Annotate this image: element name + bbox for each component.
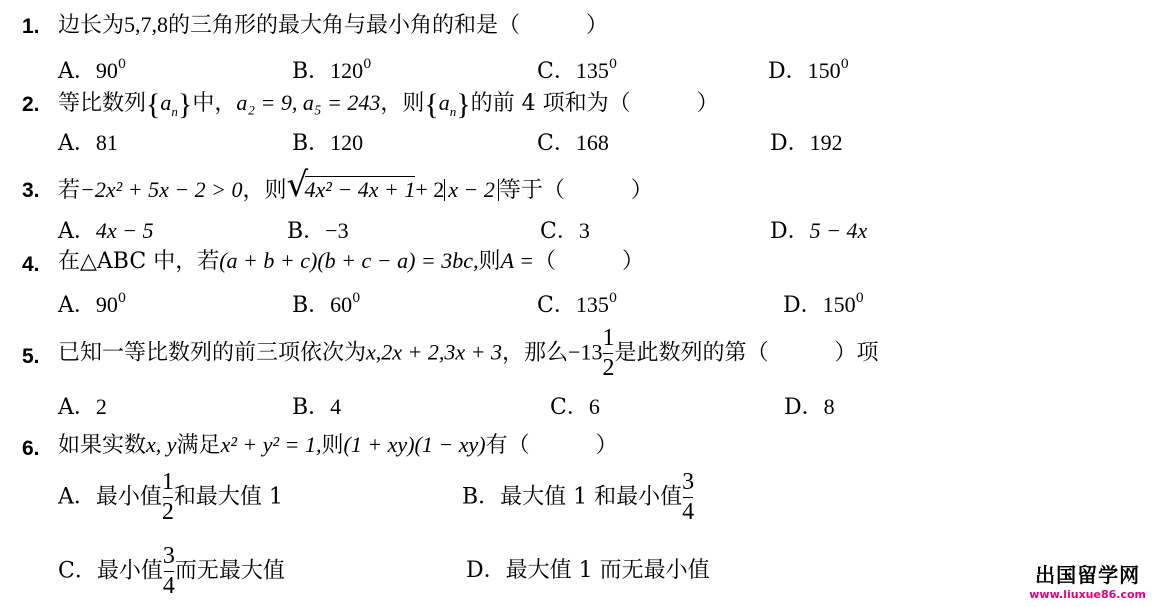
q3-sqrt-expression: √ 4x² − 4x + 1 [286, 165, 416, 205]
q3-inequality: −2x² + 5x − 2 > 0 [80, 177, 243, 202]
q2-option-c[interactable]: C．168 [537, 130, 609, 156]
q1-option-b[interactable]: B．$120^0$ [292, 57, 372, 84]
q1-option-a[interactable]: A．$90^0$ [58, 57, 127, 84]
q4-option-c[interactable]: C．$135^0$ [537, 291, 618, 318]
question-2-stem: 等比数列$\{a_n\}$中，a₂ = 9, a₅ = 243，则$\{a_n\}$的前 4 项和为（ ） [58, 88, 719, 121]
q6-condition: x² + y² = 1, [220, 432, 322, 457]
q2-option-a[interactable]: A．81 [58, 130, 118, 156]
q1-option-d[interactable]: D．$150^0$ [768, 57, 849, 84]
q4-option-a[interactable]: A．$90^0$ [58, 291, 127, 318]
question-6-number: 6. [22, 437, 40, 460]
q5-option-c[interactable]: C．6 [550, 394, 600, 420]
question-5-number: 5. [22, 345, 40, 368]
q4-option-b[interactable]: B．$60^0$ [292, 291, 361, 318]
q2-stem-text-d: 的前 4 项和为（ ） [470, 91, 719, 116]
q5-option-d[interactable]: D．8 [784, 394, 835, 420]
q6-option-a[interactable]: A．最小值 $\frac{1}{2}$ 和最大值 1 [58, 469, 283, 526]
q6-option-c[interactable]: C．最小值 $\frac{3}{4}$ 而无最大值 [58, 543, 285, 600]
q5-option-a[interactable]: A．2 [58, 394, 107, 420]
question-4-number: 4. [22, 253, 40, 276]
question-6-stem: 如果实数x, y满足x² + y² = 1,则(1 + xy)(1 − xy)有（ ） [58, 432, 618, 458]
q5-option-b[interactable]: B．4 [292, 394, 342, 420]
q2-stem-text-b: 中， [192, 91, 237, 116]
q4-option-d[interactable]: D．$150^0$ [783, 291, 864, 318]
question-3-number: 3. [22, 179, 40, 202]
question-1-stem [58, 14, 608, 37]
q2-option-d[interactable]: D．192 [770, 130, 843, 156]
q5-terms: x,2x + 2,3x + 3 [366, 339, 503, 365]
q4-equation: (a + b + c)(b + c − a) = 3bc, [219, 248, 479, 273]
q6-option-d[interactable]: D．最大值 1 而无最小值 [466, 558, 710, 583]
q6-expression: (1 + xy)(1 − xy) [343, 432, 486, 457]
q2-option-b[interactable]: B．120 [292, 130, 364, 156]
question-4-stem: 在△ABC 中，若(a + b + c)(b + c − a) = 3bc,则A =（ ） [58, 248, 644, 274]
watermark-title: 出国留学网 [1035, 563, 1141, 587]
site-watermark [1029, 559, 1146, 601]
q2-stem-text-a: 等比数列 [58, 91, 147, 116]
q5-fraction: $\frac{1}{2}$ [602, 325, 615, 382]
question-2-number: 2. [22, 93, 40, 116]
q6-option-b[interactable]: B．最大值 1 和最小值 $\frac{3}{4}$ [462, 469, 695, 526]
q1-stem-text-a: 边长为 [58, 13, 125, 38]
watermark-url: www.liuxue86.com [1029, 588, 1146, 601]
q2-condition: a₂ = 9, a₅ = 243 [236, 90, 381, 115]
q3-absolute-value: x − 2 [444, 179, 499, 201]
q1-stem-text-b: 的三角形的最大角与最小角的和是（ ） [168, 13, 609, 38]
q1-option-c[interactable]: C．$135^0$ [537, 57, 618, 84]
q3-option-b[interactable]: B．−3 [287, 218, 349, 244]
q1-side-lengths: 5,7,8 [124, 12, 169, 37]
q3-option-c[interactable]: C．3 [540, 218, 590, 244]
question-1-number: 1. [22, 15, 40, 38]
question-3-stem: 若−2x² + 5x − 2 > 0，则 √ 4x² − 4x + 1+ 2 x − 2 等于（ ） [58, 165, 653, 205]
question-5-stem: 已知一等比数列的前三项依次为x,2x + 2,3x + 3，那么−13 $\frac{1}{2}$ 是此数列的第（ ）项 [58, 325, 879, 382]
q3-option-a[interactable]: A．4x − 5 [58, 218, 154, 244]
q3-option-d[interactable]: D．5 − 4x [770, 218, 868, 244]
